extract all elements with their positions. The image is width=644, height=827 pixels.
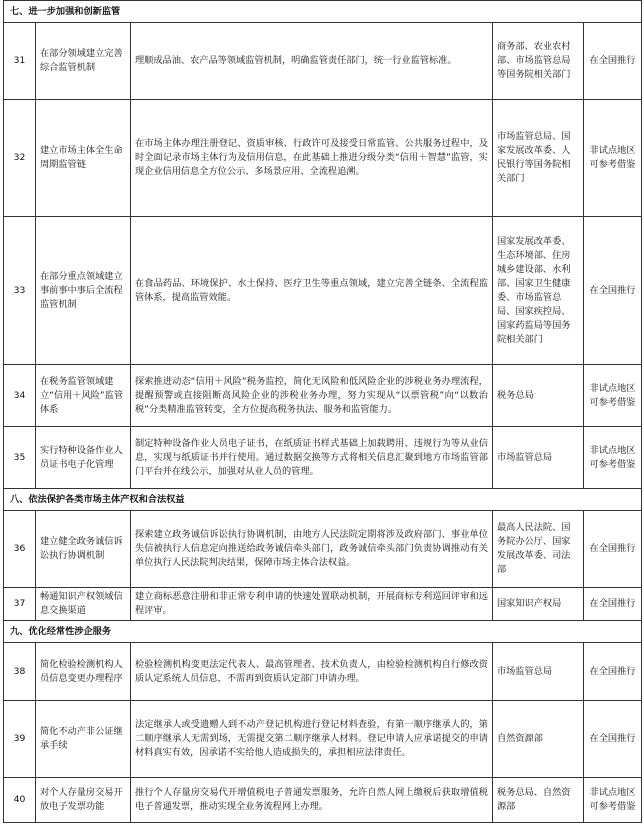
responsible-departments: 税务总局、自然资源部 [493, 778, 584, 823]
promotion-scope: 非试点地区可参考借鉴 [584, 100, 642, 217]
table-row [4, 778, 642, 823]
responsible-departments: 市场监管总局 [493, 427, 584, 489]
responsible-departments: 国家发展改革委、生态环境部、住房城乡建设部、水利部、国家卫生健康委、市场监管总局、国家疾控局、国家药监局等国务院相关部门 [493, 217, 584, 365]
section-title: 八、依法保护各类市场主体产权和合法权益 [4, 489, 642, 511]
measure-content: 理顺成品油、农产品等领域监管机制，明确监管责任部门，统一行业监管标准。 [131, 23, 493, 100]
responsible-departments: 市场监管总局、国家发展改革委、人民银行等国务院相关部门 [493, 100, 584, 217]
measure-name: 建立市场主体全生命周期监管链 [36, 100, 131, 217]
measure-content: 在食品药品、环境保护、水土保持、医疗卫生等重点领域，建立完善全链条、全流程监管体系，提高监管效能。 [131, 217, 493, 365]
responsible-departments: 国家知识产权局 [493, 588, 584, 621]
measure-name: 实行特种设备作业人员证书电子化管理 [36, 427, 131, 489]
measure-content: 在市场主体办理注册登记、资质审核、行政许可及接受日常监管、公共服务过程中，及时全面记录市场主体行为及信用信息，在此基础上推进分级分类“信用＋智慧”监管，实现企业信用信息全方位公示、多场景应用、全流程追溯。 [131, 100, 493, 217]
promotion-scope: 在全国推行 [584, 643, 642, 701]
section-title: 九、优化经常性涉企服务 [4, 621, 642, 643]
measure-name: 在部分领域建立完善综合监管机制 [36, 23, 131, 100]
row-number: 37 [4, 588, 36, 621]
row-number: 39 [4, 701, 36, 778]
policy-table [3, 0, 642, 823]
responsible-departments: 税务总局 [493, 365, 584, 427]
promotion-scope: 在全国推行 [584, 217, 642, 365]
measure-content: 法定继承人或受遗赠人到不动产登记机构进行登记材料查验，有第一顺序继承人的，第二顺序继承人无需到场，无需提交第二顺序继承人材料。登记申请人应承诺提交的申请材料真实有效，因承诺不实给他人造成损失的，承担相应法律责任。 [131, 701, 493, 778]
measure-content: 探索建立政务诚信诉讼执行协调机制，由地方人民法院定期将涉及政府部门、事业单位失信被执行人信息定向推送给政务诚信牵头部门，政务诚信牵头部门负责协调推动有关单位执行人民法院判决结果，保障市场主体合法权益。 [131, 511, 493, 588]
measure-content: 探索推进动态“信用＋风险”税务监控，简化无风险和低风险企业的涉税业务办理流程，提醒预警或直接阻断高风险企业的涉税业务办理，努力实现从“以票管税”向“以数治税”分类精准监管转变，全方位提高税务执法、服务和监管能力。 [131, 365, 493, 427]
measure-content: 检验检测机构变更法定代表人、最高管理者、技术负责人，由检验检测机构自行修改资质认定系统人员信息，不需再到资质认定部门申请办理。 [131, 643, 493, 701]
responsible-departments: 商务部、农业农村部、市场监管总局等国务院相关部门 [493, 23, 584, 100]
row-number: 36 [4, 511, 36, 588]
row-number: 35 [4, 427, 36, 489]
measure-name: 简化不动产非公证继承手续 [36, 701, 131, 778]
row-number: 40 [4, 778, 36, 823]
table-row [4, 217, 642, 365]
section-header-row [4, 621, 642, 643]
measure-content: 推行个人存量房交易代开增值税电子普通发票服务，允许自然人网上缴税后获取增值税电子普通发票，推动实现全业务流程网上办理。 [131, 778, 493, 823]
section-title: 七、进一步加强和创新监管 [4, 1, 642, 23]
table-row [4, 365, 642, 427]
measure-content: 制定特种设备作业人员电子证书，在纸质证书样式基础上加载聘用、违规行为等从业信息，实现与纸质证书并行使用。通过数据交换等方式将相关信息汇聚到地方市场监管部门平台并在线公示，加强对从业人员的管理。 [131, 427, 493, 489]
table-row [4, 588, 642, 621]
measure-name: 在税务监管领域建立“信用＋风险”监管体系 [36, 365, 131, 427]
promotion-scope: 非试点地区可参考借鉴 [584, 778, 642, 823]
table-row [4, 100, 642, 217]
promotion-scope: 在全国推行 [584, 23, 642, 100]
row-number: 34 [4, 365, 36, 427]
responsible-departments: 自然资源部 [493, 701, 584, 778]
promotion-scope: 在全国推行 [584, 588, 642, 621]
table-row [4, 427, 642, 489]
table-row [4, 23, 642, 100]
measure-name: 畅通知识产权领域信息交换渠道 [36, 588, 131, 621]
measure-name: 简化检验检测机构人员信息变更办理程序 [36, 643, 131, 701]
row-number: 31 [4, 23, 36, 100]
table-row [4, 511, 642, 588]
measure-name: 建立健全政务诚信诉讼执行协调机制 [36, 511, 131, 588]
row-number: 38 [4, 643, 36, 701]
measure-content: 建立商标恶意注册和非正常专利申请的快速处置联动机制，开展商标专利巡回评审和远程评审。 [131, 588, 493, 621]
promotion-scope: 在全国推行 [584, 511, 642, 588]
table-row [4, 701, 642, 778]
promotion-scope: 在全国推行 [584, 701, 642, 778]
measure-name: 对个人存量房交易开放电子发票功能 [36, 778, 131, 823]
section-header-row [4, 489, 642, 511]
table-row [4, 643, 642, 701]
section-header-row [4, 1, 642, 23]
responsible-departments: 市场监管总局 [493, 643, 584, 701]
promotion-scope: 非试点地区可参考借鉴 [584, 427, 642, 489]
responsible-departments: 最高人民法院、国务院办公厅、国家发展改革委、司法部 [493, 511, 584, 588]
row-number: 33 [4, 217, 36, 365]
measure-name: 在部分重点领域建立事前事中事后全流程监管机制 [36, 217, 131, 365]
row-number: 32 [4, 100, 36, 217]
promotion-scope: 非试点地区可参考借鉴 [584, 365, 642, 427]
